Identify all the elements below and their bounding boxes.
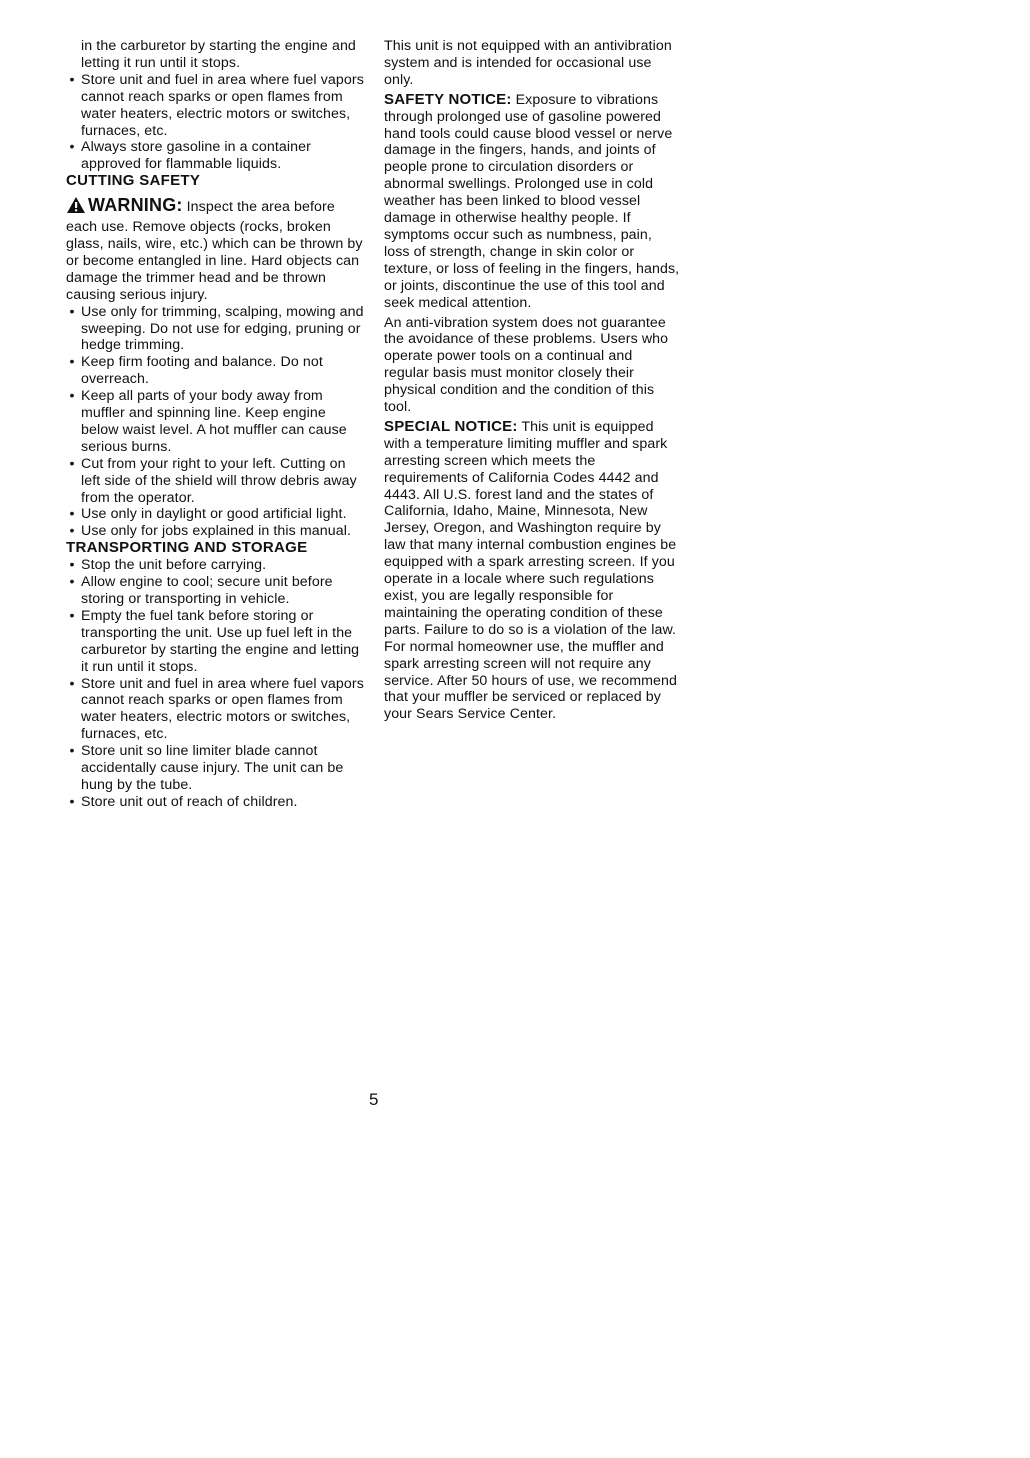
bullet-item: [66, 523, 366, 540]
bullet-text: Store unit so line limiter blade cannot accidentally cause injury. The unit can be hung by the tube.: [81, 743, 344, 793]
bullet-text: Stop the unit before carrying.: [81, 557, 267, 574]
page-number: 5: [369, 1090, 379, 1109]
bullet-item: [66, 743, 366, 794]
special-notice-text: This unit is equipped with a temperature limiting muffler and spark arresting screen which meets the requirements of California Codes 4442 and 4443. All U.S. forest land and the states of California, Idaho, Maine, Minnesota, New Jersey, Oregon, and Washington require by law that many internal combustion engines be equipped with a spark arresting screen. If you operate in a locale where such regulations exist, you are legally responsible for maintaining the operating condition of these parts. Failure to do so is a violation of the law. For normal homeowner use, the muffler and spark arresting screen will not require any service. After 50 hours of use, we recommend that your muffler be serviced or replaced by your Sears Service Center.: [384, 418, 678, 723]
bullet-item: [66, 506, 366, 523]
bullet-text: Store unit and fuel in area where fuel vapors cannot reach sparks or open flames from water heaters, electric motors or switches, furnaces, etc.: [81, 71, 364, 139]
bullet-icon: •: [69, 793, 75, 810]
bullet-text: Always store gasoline in a container approved for flammable liquids.: [81, 139, 311, 173]
bullet-icon: •: [69, 506, 75, 523]
transport-storage-heading: TRANSPORTING AND STORAGE: [66, 539, 308, 557]
transport-bullet-list: [66, 557, 366, 811]
bullet-item: [66, 354, 366, 388]
cutting-bullet-list: [66, 304, 366, 541]
cutting-safety-heading: CUTTING SAFETY: [66, 172, 201, 190]
bullet-text: Store unit and fuel in area where fuel vapors cannot reach sparks or open flames from water heaters, electric motors or switches, furnaces, etc.: [81, 675, 364, 743]
right-column: [384, 38, 680, 723]
bullet-icon: •: [69, 71, 75, 88]
bullet-text: Keep all parts of your body away from muffler and spinning line. Keep engine below waist level. A hot muffler can cause serious burns.: [81, 388, 347, 455]
bullet-icon: •: [69, 675, 75, 692]
left-column: [66, 38, 366, 811]
bullet-icon: •: [69, 388, 75, 405]
safety-notice-paragraph: [384, 92, 680, 312]
warning-text: Inspect the area before each use. Remove objects (rocks, broken glass, nails, wire, etc.) which can be thrown by or become entangled in line. Hard objects can damage the trimmer head and be thrown causing serious injury.: [66, 199, 363, 303]
bullet-item: [66, 304, 366, 355]
bullet-icon: •: [69, 557, 75, 574]
anti-vibration-paragraph: This unit is not equipped with an antivibration system and is intended for occasional use only.: [384, 38, 672, 88]
bullet-item: [66, 139, 366, 173]
bullet-text: Allow engine to cool; secure unit before storing or transporting in vehicle.: [81, 574, 333, 607]
bullet-icon: •: [69, 354, 75, 371]
bullet-item: [66, 72, 366, 140]
bullet-item: [66, 388, 366, 456]
bullet-icon: •: [69, 455, 75, 472]
bullet-icon: •: [69, 303, 75, 320]
bullet-text: Store unit out of reach of children.: [81, 793, 298, 810]
bullet-text: Keep firm footing and balance. Do not overreach.: [81, 354, 323, 388]
special-notice-paragraph: [384, 419, 680, 723]
safety-notice-text: Exposure to vibrations through prolonged use of gasoline powered hand tools could cause blood vessel or nerve damage in the fingers, hands, and joints of people prone to circulation disorders or abnormal swellings. Prolonged use in cold weather has been linked to blood vessel damage in otherwise healthy people. If symptoms occur such as numbness, pain, loss of strength, change in skin color or texture, or loss of feeling in the fingers, hands, or joints, discontinue the use of this tool and seek medical attention.: [384, 91, 680, 311]
anti-vibration-guarantee-paragraph: An anti-vibration system does not guarantee the avoidance of these problems. Users who operate power tools on a continual and regular basis must monitor closely their physical condition and the condition of this tool.: [384, 314, 669, 416]
bullet-item: [66, 676, 366, 744]
bullet-icon: •: [69, 523, 75, 540]
bullet-text: Use only in daylight or good artificial light.: [81, 506, 347, 523]
warning-triangle-icon: [66, 196, 86, 219]
bullet-text: Use only for trimming, scalping, mowing and sweeping. Do not use for edging, pruning or hedge trimming.: [81, 303, 364, 354]
bullet-item: [66, 456, 366, 507]
bullet-icon: •: [69, 139, 75, 156]
bullet-icon: •: [69, 574, 75, 591]
bullet-item: [66, 557, 366, 574]
bullet-item: [66, 794, 366, 811]
intro-continuation: in the carburetor by starting the engine and letting it run until it stops.: [81, 38, 356, 71]
bullet-text: Cut from your right to your left. Cutting on left side of the shield will throw debris away from the operator.: [81, 455, 357, 506]
warning-label: WARNING:: [88, 195, 183, 216]
bullet-icon: •: [69, 607, 75, 624]
intro-bullet-list: [66, 72, 366, 173]
bullet-item: [66, 608, 366, 676]
special-notice-label: SPECIAL NOTICE:: [384, 417, 518, 435]
bullet-icon: •: [69, 743, 75, 760]
bullet-item: [66, 574, 366, 608]
warning-paragraph: [66, 196, 366, 303]
bullet-text: Empty the fuel tank before storing or transporting the unit. Use up fuel left in the carburetor by starting the engine and letting it run until it stops.: [81, 607, 360, 675]
bullet-text: Use only for jobs explained in this manual.: [81, 523, 352, 540]
safety-notice-label: SAFETY NOTICE:: [384, 90, 512, 108]
